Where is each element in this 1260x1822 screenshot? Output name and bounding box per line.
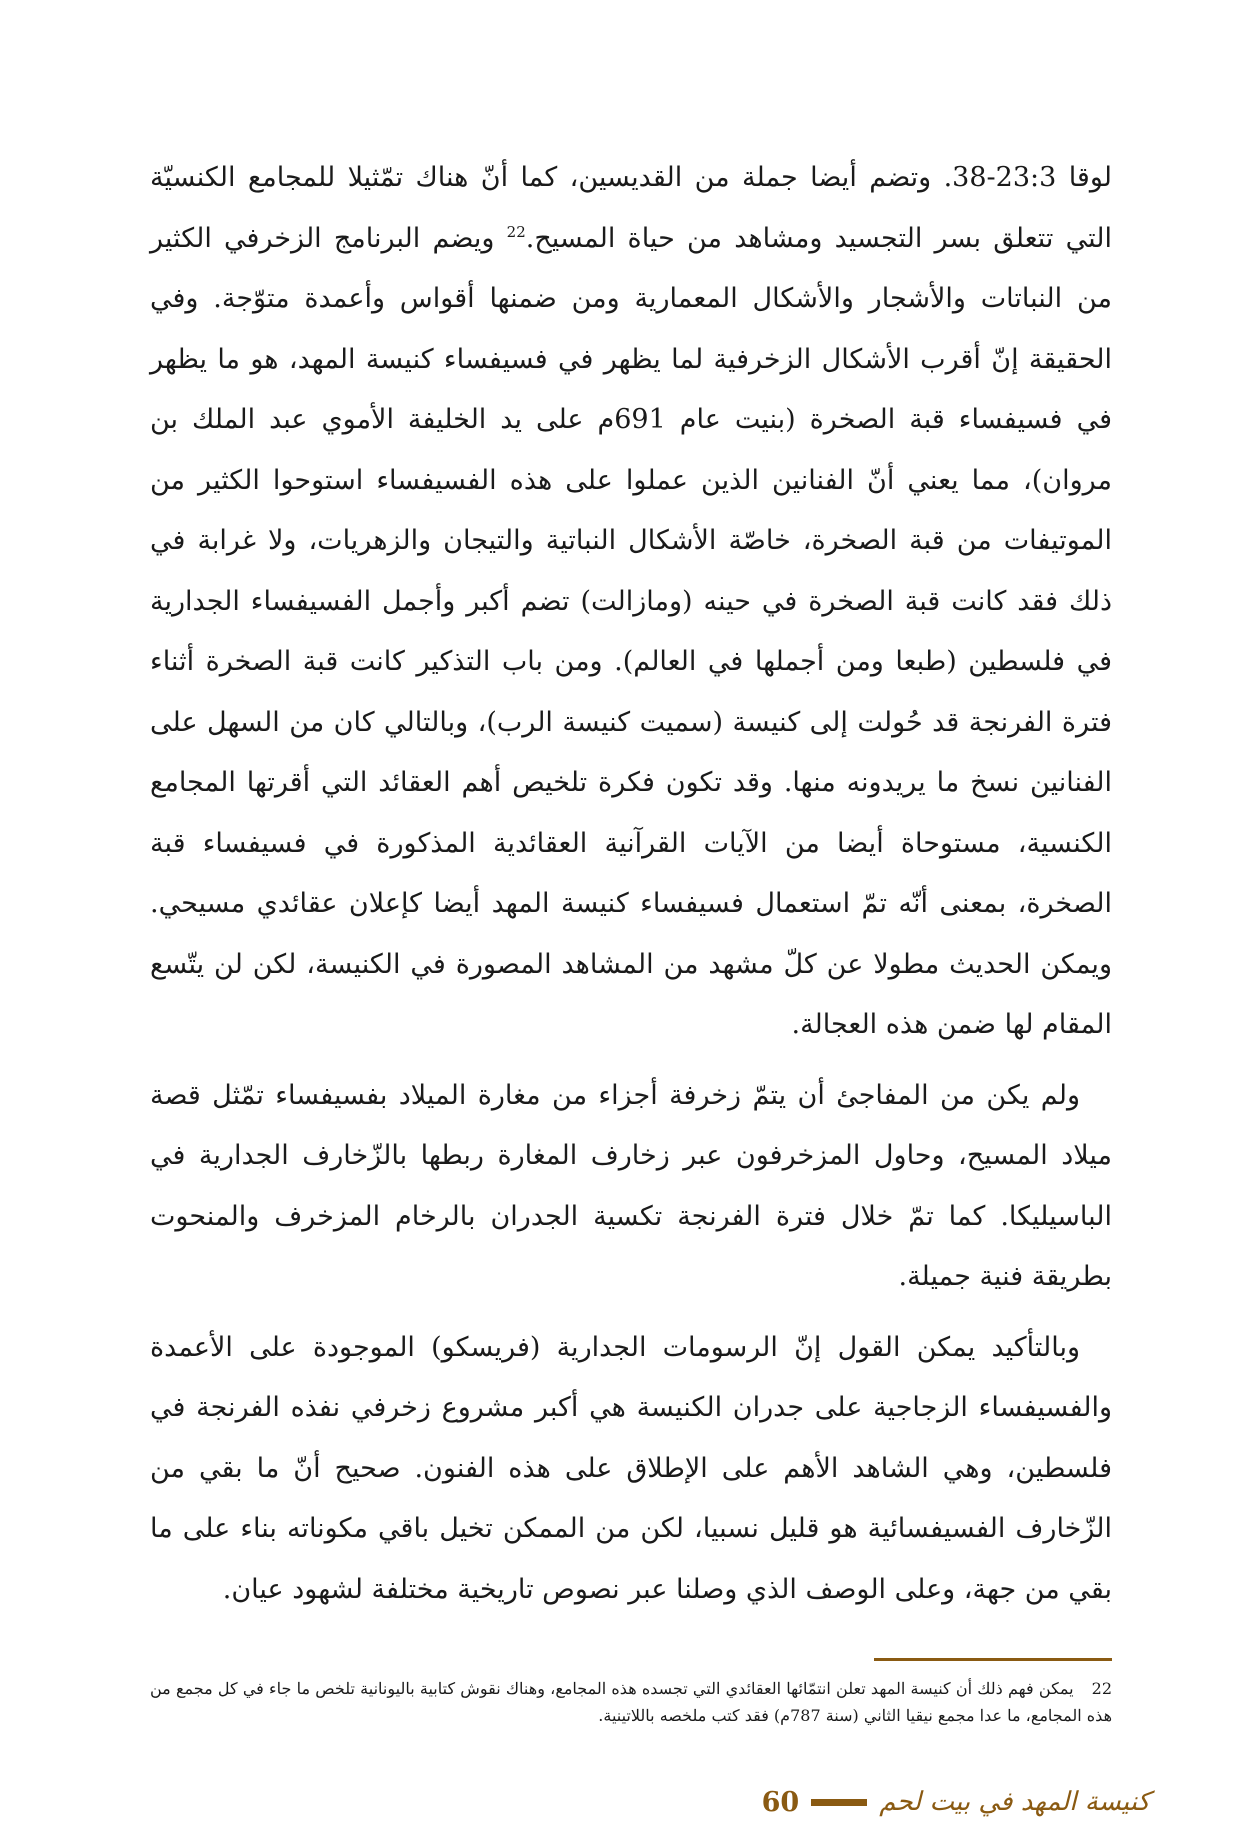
paragraph-1-part-2: ويضم البرنامج الزخرفي الكثير من النباتات والأشجار والأشكال المعمارية ومن ضمنها أقواس وأعمدة متوّجة. وفي الحقيقة إنّ أقرب الأشكال الزخرفية لما يظهر في فسيفساء كنيسة المهد، هو ما يظهر في فسيفساء قبة الصخرة (بنيت عام 691م على يد الخليفة الأموي عبد الملك بن مروان)، مما يعني أنّ الفنانين الذين عملوا على هذه الفسيفساء استوحوا الكثير من الموتيفات من قبة الصخرة، خاصّة الأشكال النباتية والتيجان والزهريات، ولا غرابة في ذلك فقد كانت قبة الصخرة في حينه (ومازالت) تضم أكبر وأجمل الفسيفساء الجدارية في فلسطين (طبعا ومن أجملها في العالم). ومن باب التذكير كانت قبة الصخرة أثناء فترة الفرنجة قد حُولت إلى كنيسة (سميت كنيسة الرب)، وبالتالي كان من السهل على الفنانين نسخ ما يريدونه منها. وقد تكون فكرة تلخيص أهم العقائد التي أقرتها المجامع الكنسية، مستوحاة أيضا من الآيات القرآنية العقائدية المذكورة في فسيفساء قبة الصخرة، بمعنى أنّه تمّ استعمال فسيفساء كنيسة المهد أيضا كإعلان عقائدي مسيحي. ويمكن الحديث مطولا عن كلّ مشهد من المشاهد المصورة في الكنيسة، لكن لن يتّسع المقام لها ضمن هذه العجالة. <box>150 222 1112 1040</box>
paragraph-1 <box>150 148 1112 1056</box>
footnote-text: يمكن فهم ذلك أن كنيسة المهد تعلن انتمّائها العقائدي التي تجسده هذه المجامع، وهناك نقوش كتابية باليونانية تلخص ما جاء في كل مجمع من هذه المجامع، ما عدا مجمع نيقيا الثاني (سنة 787م) فقد كتب ملخصه باللاتينية. <box>150 1679 1112 1725</box>
footnote-divider <box>874 1658 1112 1661</box>
footnote-number: 22 <box>1091 1679 1112 1698</box>
footnote-reference[interactable]: 22 <box>506 222 526 241</box>
page-footer <box>762 1782 1150 1822</box>
paragraph-2: ولم يكن من المفاجئ أن يتمّ زخرفة أجزاء من مغارة الميلاد بفسيفساء تمّثل قصة ميلاد المسيح، وحاول المزخرفون عبر زخارف المغارة ربطها بالزّخارف الجدارية في الباسيليكا. كما تمّ خلال فترة الفرنجة تكسية الجدران بالرخام المزخرف والمنحوت بطريقة فنية جميلة. <box>150 1079 1112 1292</box>
paragraph-1-part-1: لوقا 23:3-38. وتضم أيضا جملة من القديسين، كما أنّ هناك تمّثيلا للمجامع الكنسيّة التي تتعلق بسر التجسيد ومشاهد من حياة المسيح. <box>150 162 1112 254</box>
running-title: كنيسة المهد في بيت لحم <box>879 1787 1150 1817</box>
footer-bar <box>811 1799 867 1806</box>
paragraph-3: وبالتأكيد يمكن القول إنّ الرسومات الجدارية (فريسكو) الموجودة على الأعمدة والفسيفساء الزجاجية على جدران الكنيسة هي أكبر مشروع زخرفي نفذه الفرنجة في فلسطين، وهي الشاهد الأهم على الإطلاق على هذه الفنون. صحيح أنّ ما بقي من الزّخارف الفسيفسائية هو قليل نسبيا، لكن من الممكن تخيل باقي مكوناته بناء على ما بقي من جهة، وعلى الوصف الذي وصلنا عبر نصوص تاريخية مختلفة لشهود عيان. <box>150 1331 1112 1605</box>
body-text <box>150 148 1112 1630</box>
footnote <box>150 1675 1112 1729</box>
page-number: 60 <box>761 1786 800 1818</box>
